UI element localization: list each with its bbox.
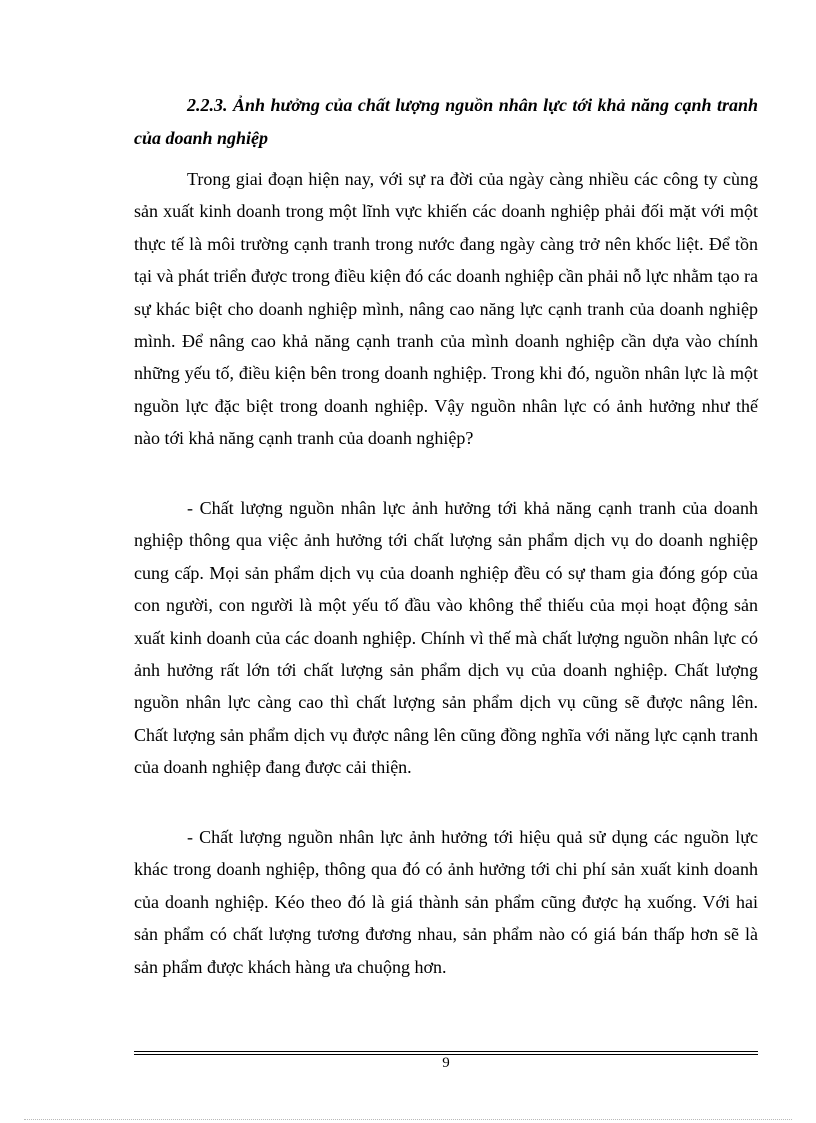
body-paragraph-2: - Chất lượng nguồn nhân lực ảnh hưởng tới khả năng cạnh tranh của doanh nghiệp thông qua việc ảnh hưởng tới chất lượng sản phẩm dịch vụ do doanh nghiệp cung cấp. Mọi sản phẩm dịch vụ của doanh nghiệp đều có sự tham gia đóng góp của con người, con người là một yếu tố đầu vào không thể thiếu của mọi hoạt động sản xuất kinh doanh của các doanh nghiệp. Chính vì thế mà chất lượng nguồn nhân lực có ảnh hưởng rất lớn tới chất lượng sản phẩm dịch vụ của doanh nghiệp. Chất lượng nguồn nhân lực càng cao thì chất lượng sản phẩm dịch vụ cũng sẽ được nâng lên. Chất lượng sản phẩm dịch vụ được nâng lên cũng đồng nghĩa với năng lực cạnh tranh của doanh nghiệp đang được cải thiện.: [134, 498, 758, 778]
body-paragraph-3: - Chất lượng nguồn nhân lực ảnh hưởng tới hiệu quả sử dụng các nguồn lực khác trong doanh nghiệp, thông qua đó có ảnh hưởng tới chi phí sản xuất kinh doanh của doanh nghiệp. Kéo theo đó là giá thành sản phẩm cũng được hạ xuống. Với hai sản phẩm có chất lượng tương đương nhau, sản phẩm nào có giá bán thấp hơn sẽ là sản phẩm được khách hàng ưa chuộng hơn.: [134, 827, 758, 977]
body-paragraph-1: Trong giai đoạn hiện nay, với sự ra đời của ngày càng nhiều các công ty cùng sản xuất kinh doanh trong một lĩnh vực khiến các doanh nghiệp phải đối mặt với một thực tế là môi trường cạnh tranh trong nước đang ngày càng trở nên khốc liệt. Để tồn tại và phát triển được trong điều kiện đó các doanh nghiệp cần phải nỗ lực nhằm tạo ra sự khác biệt cho doanh nghiệp mình, nâng cao năng lực cạnh tranh của doanh nghiệp mình. Để nâng cao khả năng cạnh tranh của mình doanh nghiệp cần dựa vào chính những yếu tố, điều kiện bên trong doanh nghiệp. Trong khi đó, nguồn nhân lực là một nguồn lực đặc biệt trong doanh nghiệp. Vậy nguồn nhân lực có ảnh hưởng như thế nào tới khả năng cạnh tranh của doanh nghiệp?: [134, 169, 758, 449]
page-number: 9: [442, 1055, 450, 1071]
footer-rule-top: [134, 1051, 758, 1052]
page-break-divider: [24, 1119, 792, 1120]
section-heading: 2.2.3. Ảnh hưởng của chất lượng nguồn nhân lực tới khả năng cạnh tranh của doanh nghiệp: [134, 95, 758, 148]
